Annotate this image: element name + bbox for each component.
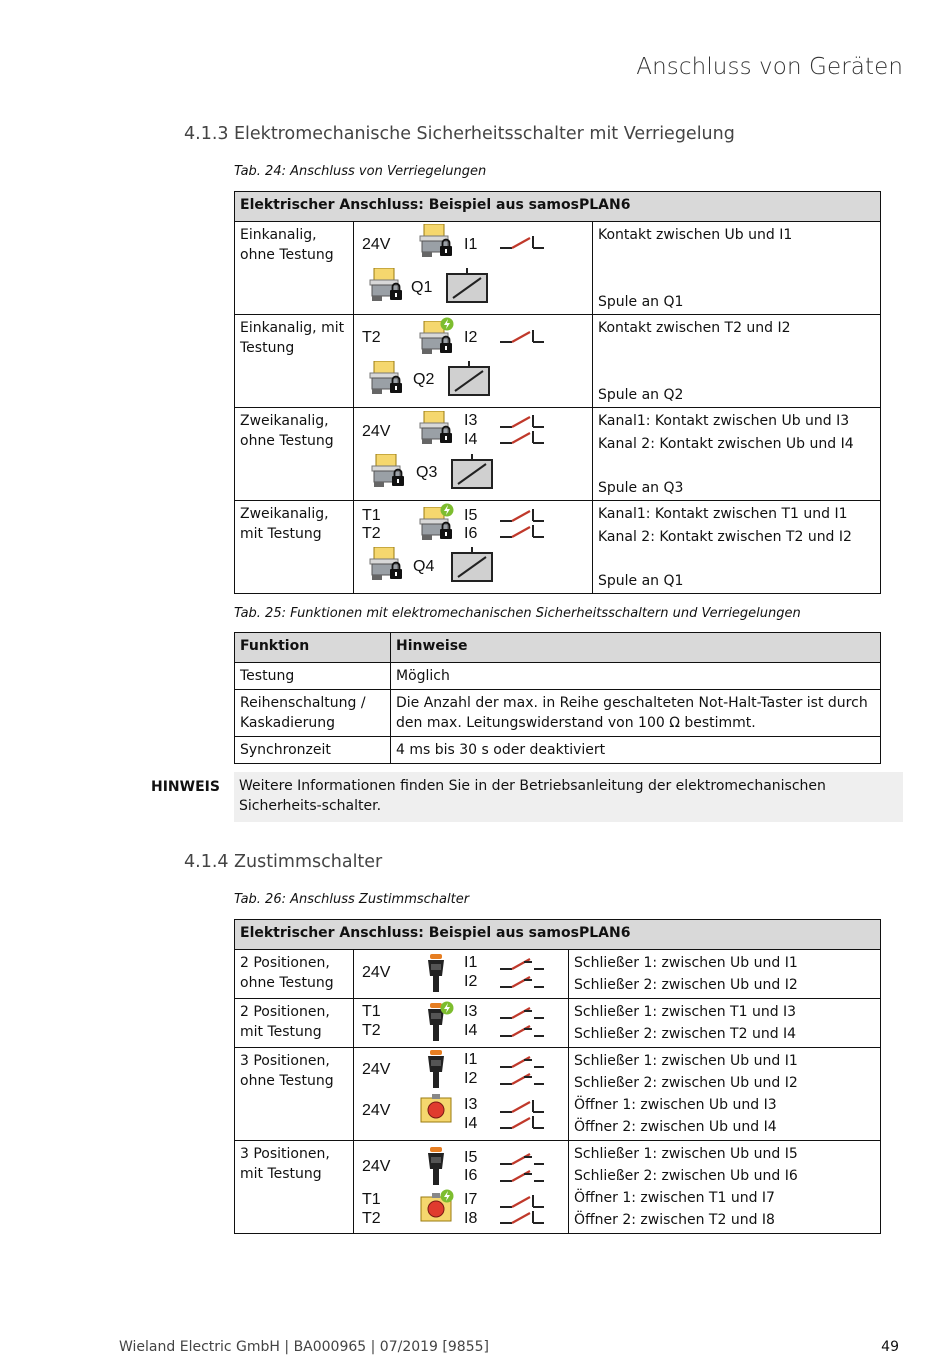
coil-icon — [447, 361, 491, 397]
source-label: 24V — [362, 1061, 391, 1078]
nc-contact-icon — [500, 508, 546, 524]
input-label: I1 — [464, 954, 478, 971]
output-label: Q3 — [416, 464, 438, 481]
table-cell: Testung — [235, 663, 391, 690]
coil-note: Spule an Q2 — [598, 387, 684, 403]
input-label: I7 — [464, 1191, 478, 1208]
row-label: 3 Positionen, ohne Testung — [235, 1048, 354, 1141]
source-label: 24V — [362, 1102, 391, 1119]
row-label: 3 Positionen, mit Testung — [235, 1141, 354, 1234]
description-cell — [593, 408, 881, 501]
nc-contact-icon — [500, 524, 546, 540]
wiring-diagram — [354, 1141, 569, 1234]
source-label: 24V — [362, 964, 391, 981]
table-header: Elektrischer Anschluss: Beispiel aus samosPLAN6 — [235, 192, 881, 222]
test-pulse-icon — [440, 1001, 454, 1015]
table-functions — [234, 632, 881, 764]
description-line: Schließer 2: zwischen Ub und I6 — [574, 1168, 798, 1184]
description-line: Kontakt zwischen T2 und I2 — [598, 320, 791, 336]
enabling-switch-icon — [426, 1147, 446, 1187]
description-line: Kanal 2: Kontakt zwischen Ub und I4 — [598, 436, 854, 452]
output-label: Q1 — [411, 279, 433, 296]
description-line: Öffner 1: zwischen Ub und I3 — [574, 1097, 777, 1113]
table-caption: Tab. 24: Anschluss von Verriegelungen — [234, 164, 487, 179]
input-label: I1 — [464, 236, 478, 253]
table-row — [235, 408, 881, 501]
wiring-diagram — [354, 315, 593, 408]
test-pulse-icon — [440, 317, 454, 331]
table-row — [235, 1048, 881, 1141]
table-cell: 4 ms bis 30 s oder deaktiviert — [391, 737, 881, 764]
column-header: Hinweise — [391, 633, 881, 663]
footer-publisher: Wieland Electric GmbH | BA000965 | 07/2019 [9855] — [119, 1339, 489, 1355]
interlock-switch-icon — [370, 454, 410, 490]
nc-contact-icon — [500, 430, 546, 446]
description-line: Kontakt zwischen Ub und I1 — [598, 227, 793, 243]
coil-note: Spule an Q1 — [598, 573, 684, 589]
table-cell: Die Anzahl der max. in Reihe geschalteten Not-Halt-Taster ist durch den max. Leitungswiderstand von 100 Ω bestimmt. — [391, 690, 881, 737]
source-label: 24V — [362, 1158, 391, 1175]
interlock-switch-icon — [418, 224, 458, 260]
wiring-diagram — [354, 1048, 569, 1141]
coil-note: Spule an Q1 — [598, 294, 684, 310]
interlock-switch-icon — [368, 268, 408, 304]
no-contact-icon — [500, 1054, 546, 1070]
source-label: T2 — [362, 1022, 381, 1039]
input-label: I2 — [464, 973, 478, 990]
table-row — [235, 1141, 881, 1234]
section-heading-4-1-4 — [184, 852, 382, 872]
row-label: 2 Positionen, ohne Testung — [235, 950, 354, 999]
no-contact-icon — [500, 1168, 546, 1184]
coil-icon — [450, 547, 494, 583]
description-line: Schließer 1: zwischen Ub und I5 — [574, 1146, 798, 1162]
wiring-diagram — [354, 501, 593, 594]
input-label: I4 — [464, 1115, 478, 1132]
description-cell — [593, 315, 881, 408]
input-label: I5 — [464, 507, 478, 524]
nc-contact-icon — [500, 1099, 546, 1115]
no-contact-icon — [500, 1071, 546, 1087]
input-label: I2 — [464, 1070, 478, 1087]
no-contact-icon — [500, 1005, 546, 1021]
section-title: Zustimmschalter — [234, 852, 383, 872]
table-row — [235, 663, 881, 690]
row-label: 2 Positionen, mit Testung — [235, 999, 354, 1048]
row-label: Einkanalig, mit Testung — [235, 315, 354, 408]
table-row — [235, 950, 881, 999]
description-line: Kanal 2: Kontakt zwischen T2 und I2 — [598, 529, 852, 545]
nc-contact-icon — [500, 1115, 546, 1131]
description-line: Öffner 1: zwischen T1 und I7 — [574, 1190, 775, 1206]
table-header: Elektrischer Anschluss: Beispiel aus samosPLAN6 — [235, 920, 881, 950]
description-line: Schließer 2: zwischen Ub und I2 — [574, 977, 798, 993]
source-label: T1 — [362, 507, 381, 524]
description-line: Schließer 2: zwischen T2 und I4 — [574, 1026, 797, 1042]
input-label: I4 — [464, 1022, 478, 1039]
description-line: Schließer 2: zwischen Ub und I2 — [574, 1075, 798, 1091]
description-line: Schließer 1: zwischen T1 und I3 — [574, 1004, 797, 1020]
chapter-title: Anschluss von Geräten — [636, 54, 903, 80]
source-label: 24V — [362, 236, 391, 253]
coil-icon — [445, 268, 489, 304]
table-interlock-connections — [234, 191, 881, 594]
interlock-switch-icon — [368, 547, 408, 583]
page-number: 49 — [881, 1339, 899, 1355]
description-cell — [569, 950, 881, 999]
row-label: Zweikanalig, ohne Testung — [235, 408, 354, 501]
source-label: T1 — [362, 1191, 381, 1208]
source-label: T1 — [362, 1003, 381, 1020]
description-cell — [569, 1048, 881, 1141]
enabling-switch-icon — [426, 1050, 446, 1090]
no-contact-icon — [500, 956, 546, 972]
nc-contact-icon — [500, 1194, 546, 1210]
wiring-diagram — [354, 999, 569, 1048]
wiring-diagram — [354, 950, 569, 999]
table-caption: Tab. 25: Funktionen mit elektromechanischen Sicherheitsschaltern und Verriegelungen — [234, 606, 801, 621]
description-cell — [593, 501, 881, 594]
input-label: I3 — [464, 1096, 478, 1113]
description-cell — [569, 999, 881, 1048]
no-contact-icon — [500, 974, 546, 990]
input-label: I8 — [464, 1210, 478, 1227]
section-number: 4.1.3 — [184, 124, 229, 144]
no-contact-icon — [500, 1151, 546, 1167]
source-label: T2 — [362, 525, 381, 542]
table-row — [235, 999, 881, 1048]
description-cell — [593, 222, 881, 315]
table-cell: Reihenschaltung / Kaskadierung — [235, 690, 391, 737]
nc-contact-icon — [500, 1210, 546, 1226]
input-label: I3 — [464, 412, 478, 429]
source-label: T2 — [362, 1210, 381, 1227]
table-row — [235, 690, 881, 737]
table-caption: Tab. 26: Anschluss Zustimmschalter — [234, 892, 470, 907]
column-header: Funktion — [235, 633, 391, 663]
input-label: I5 — [464, 1149, 478, 1166]
row-label: Einkanalig, ohne Testung — [235, 222, 354, 315]
interlock-switch-icon — [368, 361, 408, 397]
no-contact-icon — [500, 1023, 546, 1039]
input-label: I3 — [464, 1003, 478, 1020]
input-label: I6 — [464, 1167, 478, 1184]
wiring-diagram — [354, 408, 593, 501]
nc-contact-icon — [500, 235, 546, 251]
coil-icon — [450, 454, 494, 490]
output-label: Q4 — [413, 558, 435, 575]
input-label: I4 — [464, 431, 478, 448]
section-heading-4-1-3 — [184, 124, 735, 144]
input-label: I1 — [464, 1051, 478, 1068]
notice-label: HINWEIS — [151, 779, 220, 795]
output-label: Q2 — [413, 371, 435, 388]
table-row — [235, 501, 881, 594]
description-line: Öffner 2: zwischen T2 und I8 — [574, 1212, 775, 1228]
notice-box: Weitere Informationen finden Sie in der Betriebsanleitung der elektromechanischen Sicherheits-schalter. — [234, 772, 903, 822]
table-cell: Möglich — [391, 663, 881, 690]
description-line: Kanal1: Kontakt zwischen Ub und I3 — [598, 413, 850, 429]
interlock-switch-icon — [418, 411, 458, 447]
source-label: 24V — [362, 423, 391, 440]
enabling-switch-icon — [426, 954, 446, 994]
description-cell — [569, 1141, 881, 1234]
table-row — [235, 737, 881, 764]
section-title: Elektromechanische Sicherheitsschalter mit Verriegelung — [234, 124, 735, 144]
wiring-diagram — [354, 222, 593, 315]
table-row — [235, 315, 881, 408]
emergency-stop-icon — [420, 1094, 452, 1124]
description-line: Kanal1: Kontakt zwischen T1 und I1 — [598, 506, 848, 522]
test-pulse-icon — [440, 503, 454, 517]
table-enabling-switch-connections — [234, 919, 881, 1234]
description-line: Öffner 2: zwischen Ub und I4 — [574, 1119, 777, 1135]
input-label: I6 — [464, 525, 478, 542]
description-line: Schließer 1: zwischen Ub und I1 — [574, 955, 798, 971]
row-label: Zweikanalig, mit Testung — [235, 501, 354, 594]
test-pulse-icon — [440, 1189, 454, 1203]
table-row — [235, 222, 881, 315]
coil-note: Spule an Q3 — [598, 480, 684, 496]
nc-contact-icon — [500, 414, 546, 430]
description-line: Schließer 1: zwischen Ub und I1 — [574, 1053, 798, 1069]
nc-contact-icon — [500, 329, 546, 345]
section-number: 4.1.4 — [184, 852, 229, 872]
input-label: I2 — [464, 329, 478, 346]
table-cell: Synchronzeit — [235, 737, 391, 764]
source-label: T2 — [362, 329, 381, 346]
